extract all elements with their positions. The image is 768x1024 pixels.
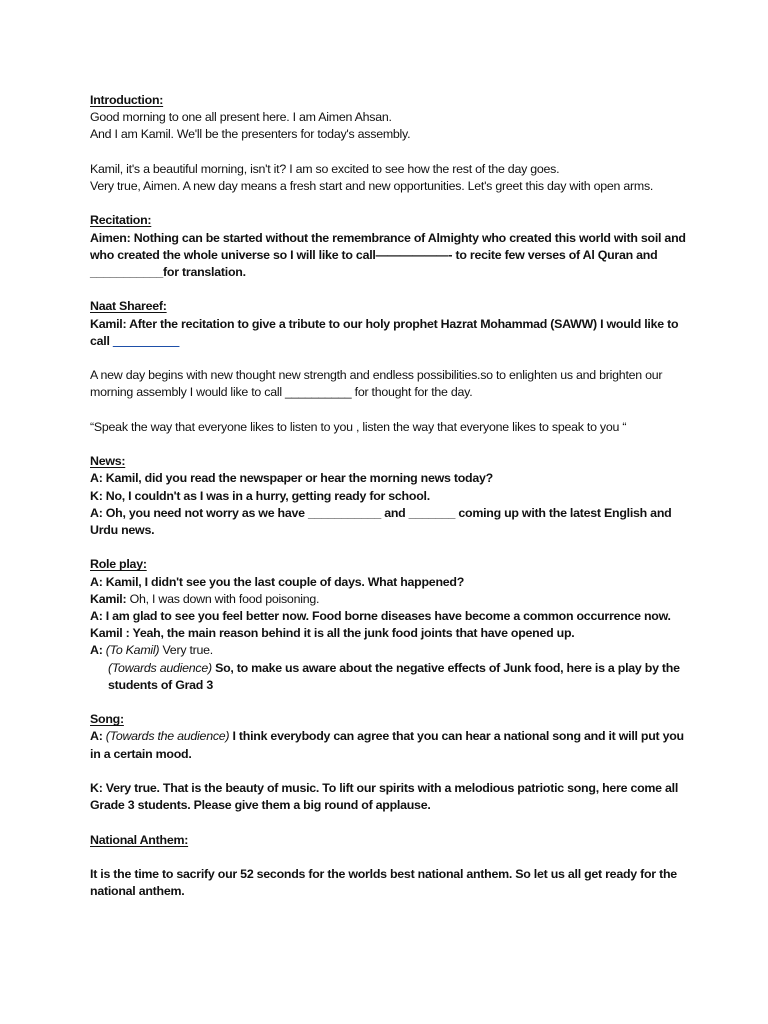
news-a2: A: Oh, you need not worry as we have ___________ and _______ coming up with the latest English and Urdu news.: [90, 505, 672, 537]
role-play-k1-text: Oh, I was down with food poisoning.: [126, 591, 320, 606]
introduction-heading: Introduction:: [90, 93, 164, 107]
song-k: K: Very true. That is the beauty of music. To lift our spirits with a melodious patriotic song, here come all Grade 3 students. Please give them a big round of applause.: [90, 780, 679, 813]
role-play-heading: Role play:: [90, 557, 147, 572]
role-play-a4-italic: (Towards audience): [108, 660, 212, 675]
news-heading: News:: [90, 454, 126, 469]
role-play-a2: A: I am glad to see you feel better now. Food borne diseases have become a common occurrence now.: [90, 608, 671, 623]
naat-blank: __________: [112, 333, 180, 348]
song-a-label: A:: [90, 729, 103, 744]
role-play-a1: A: Kamil, I didn't see you the last couple of days. What happened?: [90, 574, 465, 589]
role-play-k1: [90, 591, 690, 608]
naat-speaker: Kamil:: [90, 316, 127, 331]
naat-paragraph: [90, 316, 690, 350]
naat-text: After the recitation to give a tribute to our holy prophet Hazrat Mohammad (SAWW) I would like to call: [90, 316, 679, 348]
thought-paragraph: A new day begins with new thought new strength and endless possibilities.so to enlighten us and brighten our morning assembly I would like to call __________ for thought for the day.: [90, 368, 663, 400]
anthem-heading: National Anthem:: [90, 832, 189, 847]
role-play-a3-italic: (To Kamil): [102, 643, 160, 658]
role-play-a4: [90, 660, 690, 694]
role-play-k2: Kamil : Yeah, the main reason behind it is all the junk food joints that have opened up.: [90, 626, 575, 641]
recitation-text: Nothing can be started without the remembrance of Almighty who created this world with soil and who created the whole universe so I will like to call——————- to recite few verses of Al Quran and ___________for translation.: [90, 230, 686, 279]
role-play-a4-text: So, to make us aware about the negative effects of Junk food, here is a play by the students of Grad 3: [108, 660, 680, 692]
recitation-heading: Recitation:: [90, 213, 152, 228]
song-heading: Song:: [90, 712, 124, 727]
introduction-line-2: And I am Kamil. We'll be the presenters for today's assembly.: [90, 127, 411, 142]
recitation-speaker: Aimen:: [90, 230, 131, 245]
role-play-a3-text: Very true.: [159, 643, 214, 658]
assembly-script-document: [90, 92, 690, 900]
song-a-italic: (Towards the audience): [102, 729, 230, 744]
song-a: [90, 728, 690, 762]
anthem-text: It is the time to sacrify our 52 seconds for the worlds best national anthem. So let us all get ready for the national anthem.: [90, 866, 677, 899]
news-k1: K: No, I couldn't as I was in a hurry, getting ready for school.: [90, 488, 430, 503]
recitation-paragraph: [90, 230, 690, 282]
naat-heading: Naat Shareef:: [90, 299, 167, 314]
role-play-a3: [90, 642, 690, 659]
introduction-para-1: Kamil, it's a beautiful morning, isn't it? I am so excited to see how the rest of the day goes.: [90, 161, 560, 176]
song-a-text: I think everybody can agree that you can hear a national song and it will put you in a certain mood.: [90, 729, 684, 761]
role-play-a3-label: A:: [90, 643, 103, 658]
news-a1: A: Kamil, did you read the newspaper or hear the morning news today?: [90, 471, 493, 486]
role-play-k-label: Kamil:: [90, 591, 127, 606]
thought-quote: “Speak the way that everyone likes to listen to you , listen the way that everyone likes to speak to you “: [90, 419, 627, 434]
introduction-para-2: Very true, Aimen. A new day means a fresh start and new opportunities. Let's greet this day with open arms.: [90, 179, 654, 193]
introduction-line-1: Good morning to one all present here. I am Aimen Ahsan.: [90, 110, 392, 125]
